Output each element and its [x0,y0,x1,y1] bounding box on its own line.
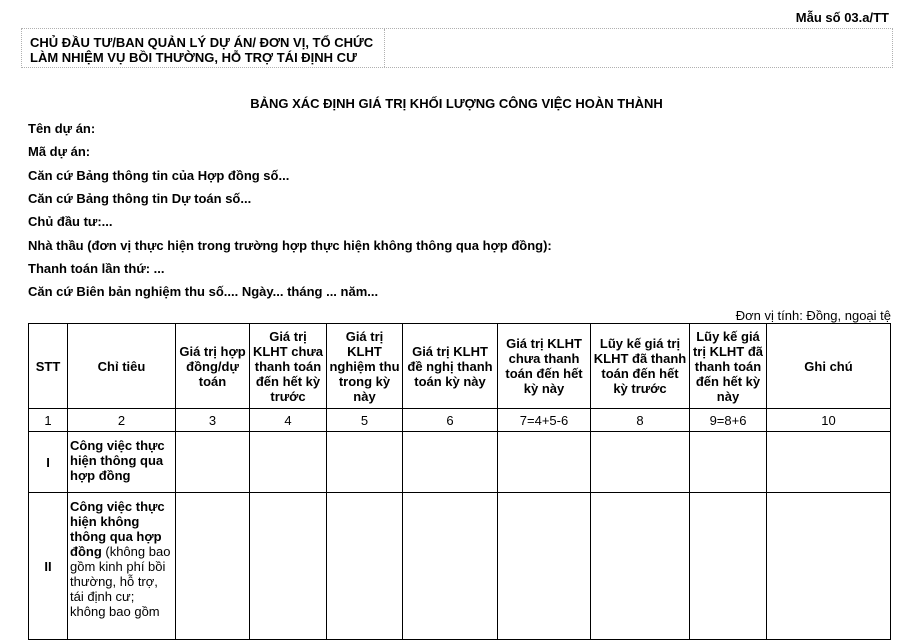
column-number-cell: 10 [767,409,891,432]
organization-line-1: CHỦ ĐẦU TƯ/BAN QUẢN LÝ DỰ ÁN/ ĐƠN VỊ, TỔ CHỨC [30,35,374,50]
table-cell [176,493,250,640]
column-number-cell: 2 [68,409,176,432]
header-cell: Giá trị KLHT nghiệm thu trong kỳ này [327,324,403,409]
table-cell [250,493,327,640]
field-contract-info: Căn cứ Bảng thông tin của Hợp đồng số... [28,168,290,183]
table-cell [498,493,591,640]
header-cell: Lũy kế giá trị KLHT đã thanh toán đến hết kỳ trước [591,324,690,409]
form-code: Mẫu số 03.a/TT [795,10,889,25]
header-row [29,324,891,409]
header-cell: Giá trị KLHT chưa thanh toán đến hết kỳ trước [250,324,327,409]
table-cell [767,493,891,640]
header-cell: Lũy kế giá trị KLHT đã thanh toán đến hết kỳ này [690,324,767,409]
table-cell [690,432,767,493]
table-row [29,432,891,493]
column-number-cell: 5 [327,409,403,432]
table-cell [591,493,690,640]
field-contractor: Nhà thầu (đơn vị thực hiện trong trường hợp thực hiện không thông qua hợp đồng): [28,238,552,253]
column-number-cell: 3 [176,409,250,432]
header-cell: STT [29,324,68,409]
header-divider [384,29,385,67]
document-title: BẢNG XÁC ĐỊNH GIÁ TRỊ KHỐI LƯỢNG CÔNG VIỆC HOÀN THÀNH [250,96,663,111]
table-cell [176,432,250,493]
column-number-row [29,409,891,432]
table-cell [767,432,891,493]
column-number-cell: 6 [403,409,498,432]
table-cell [690,493,767,640]
organization-line-2: LÀM NHIỆM VỤ BỒI THƯỜNG, HỖ TRỢ TÁI ĐỊNH CƯ [30,50,357,65]
row-category [68,493,176,640]
organization-header [21,28,893,68]
table-cell [403,493,498,640]
work-value-table [28,323,891,640]
row-category [68,432,176,493]
table-cell [498,432,591,493]
table-cell [403,432,498,493]
table-row [29,493,891,640]
table-cell [327,493,403,640]
row-category-title: Công việc thực hiện không thông qua hợp đồng [70,499,165,559]
header-cell: Ghi chú [767,324,891,409]
column-number-cell: 8 [591,409,690,432]
field-project-code: Mã dự án: [28,144,91,159]
row-stt: I [29,432,68,493]
column-number-cell: 9=8+6 [690,409,767,432]
field-payment-number: Thanh toán lần thứ: ... [28,261,165,276]
field-project-name: Tên dự án: [28,121,96,136]
row-category-note: (không bao gồm kinh phí bồi thường, hỗ trợ, tái định cư; không bao gồm [70,544,171,619]
field-investor: Chủ đầu tư:... [28,214,113,229]
unit-of-measure: Đơn vị tính: Đồng, ngoại tệ [735,308,891,323]
table-cell [250,432,327,493]
header-cell: Giá trị KLHT chưa thanh toán đến hết kỳ này [498,324,591,409]
header-cell: Chỉ tiêu [68,324,176,409]
column-number-cell: 4 [250,409,327,432]
table-cell [327,432,403,493]
table-cell [591,432,690,493]
row-category-title: Công việc thực hiện thông qua hợp đồng [70,438,165,483]
column-number-cell: 7=4+5-6 [498,409,591,432]
row-stt: II [29,493,68,640]
field-acceptance-record: Căn cứ Biên bản nghiệm thu số.... Ngày... tháng ... năm... [28,284,379,299]
header-cell: Giá trị KLHT đề nghị thanh toán kỳ này [403,324,498,409]
field-estimate-info: Căn cứ Bảng thông tin Dự toán số... [28,191,252,206]
column-number-cell: 1 [29,409,68,432]
header-cell: Giá trị hợp đồng/dự toán [176,324,250,409]
